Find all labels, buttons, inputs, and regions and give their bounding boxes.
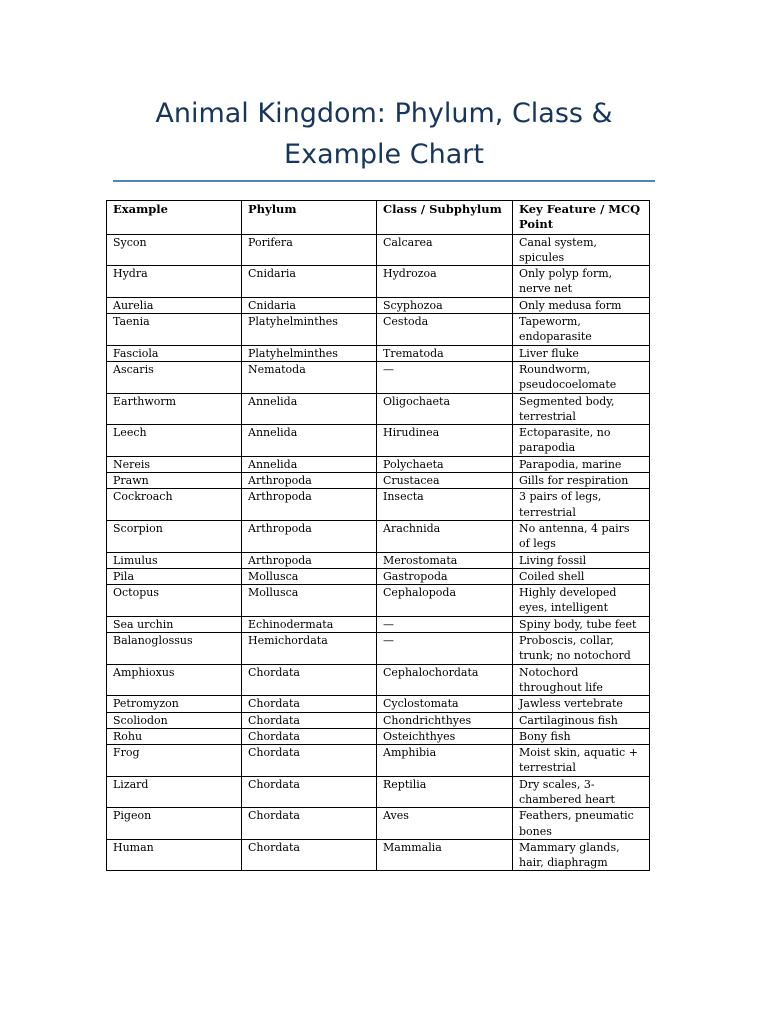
- cell-phylum: Cnidaria: [242, 297, 377, 313]
- table-row: [107, 425, 650, 457]
- cell-phylum: Cnidaria: [242, 266, 377, 298]
- cell-phylum: Chordata: [242, 839, 377, 871]
- cell-class: Amphibia: [377, 745, 513, 777]
- cell-example: Hydra: [107, 266, 242, 298]
- cell-phylum: Platyhelminthes: [242, 345, 377, 361]
- cell-class: Gastropoda: [377, 568, 513, 584]
- cell-class: Osteichthyes: [377, 728, 513, 744]
- cell-key-feature: Roundworm, pseudocoelomate: [513, 361, 650, 393]
- cell-example: Petromyzon: [107, 696, 242, 712]
- cell-example: Nereis: [107, 456, 242, 472]
- cell-class: Reptilia: [377, 776, 513, 808]
- table-row: [107, 234, 650, 266]
- cell-key-feature: Tapeworm, endoparasite: [513, 314, 650, 346]
- cell-example: Scorpion: [107, 520, 242, 552]
- cell-key-feature: Spiny body, tube feet: [513, 616, 650, 632]
- cell-phylum: Annelida: [242, 456, 377, 472]
- table-header: [107, 201, 650, 235]
- cell-example: Prawn: [107, 473, 242, 489]
- cell-class: Cephalochordata: [377, 664, 513, 696]
- cell-class: Mammalia: [377, 839, 513, 871]
- table-row: [107, 664, 650, 696]
- table-row: [107, 266, 650, 298]
- table-row: [107, 839, 650, 871]
- cell-phylum: Chordata: [242, 745, 377, 777]
- cell-class: Chondrichthyes: [377, 712, 513, 728]
- table-row: [107, 489, 650, 521]
- cell-example: Limulus: [107, 552, 242, 568]
- cell-phylum: Arthropoda: [242, 489, 377, 521]
- cell-example: Earthworm: [107, 393, 242, 425]
- table-row: [107, 808, 650, 840]
- cell-key-feature: Liver fluke: [513, 345, 650, 361]
- table-body: [107, 234, 650, 871]
- cell-phylum: Chordata: [242, 808, 377, 840]
- cell-example: Aurelia: [107, 297, 242, 313]
- cell-key-feature: Dry scales, 3-chambered heart: [513, 776, 650, 808]
- cell-example: Ascaris: [107, 361, 242, 393]
- cell-example: Leech: [107, 425, 242, 457]
- cell-class: —: [377, 616, 513, 632]
- cell-phylum: Chordata: [242, 712, 377, 728]
- cell-phylum: Nematoda: [242, 361, 377, 393]
- cell-class: Cyclostomata: [377, 696, 513, 712]
- cell-example: Rohu: [107, 728, 242, 744]
- header-row: [107, 201, 650, 235]
- cell-key-feature: Coiled shell: [513, 568, 650, 584]
- cell-example: Frog: [107, 745, 242, 777]
- table-row: [107, 473, 650, 489]
- cell-key-feature: Notochord throughout life: [513, 664, 650, 696]
- table-row: [107, 616, 650, 632]
- cell-key-feature: Only polyp form, nerve net: [513, 266, 650, 298]
- cell-class: Aves: [377, 808, 513, 840]
- cell-key-feature: Segmented body, terrestrial: [513, 393, 650, 425]
- cell-key-feature: Proboscis, collar, trunk; no notochord: [513, 633, 650, 665]
- cell-class: Cephalopoda: [377, 585, 513, 617]
- cell-phylum: Mollusca: [242, 568, 377, 584]
- cell-phylum: Arthropoda: [242, 552, 377, 568]
- cell-example: Taenia: [107, 314, 242, 346]
- cell-class: Insecta: [377, 489, 513, 521]
- table-row: [107, 361, 650, 393]
- cell-class: Scyphozoa: [377, 297, 513, 313]
- cell-class: Arachnida: [377, 520, 513, 552]
- cell-class: Hirudinea: [377, 425, 513, 457]
- cell-class: Calcarea: [377, 234, 513, 266]
- cell-example: Cockroach: [107, 489, 242, 521]
- cell-class: Crustacea: [377, 473, 513, 489]
- cell-key-feature: Gills for respiration: [513, 473, 650, 489]
- cell-key-feature: Canal system, spicules: [513, 234, 650, 266]
- cell-example: Octopus: [107, 585, 242, 617]
- cell-class: Merostomata: [377, 552, 513, 568]
- cell-class: Oligochaeta: [377, 393, 513, 425]
- table-row: [107, 633, 650, 665]
- cell-example: Pila: [107, 568, 242, 584]
- cell-phylum: Chordata: [242, 728, 377, 744]
- table-row: [107, 712, 650, 728]
- cell-class: Hydrozoa: [377, 266, 513, 298]
- cell-key-feature: 3 pairs of legs, terrestrial: [513, 489, 650, 521]
- header-phylum: Phylum: [242, 201, 377, 235]
- header-class: Class / Subphylum: [377, 201, 513, 235]
- cell-key-feature: Bony fish: [513, 728, 650, 744]
- cell-example: Pigeon: [107, 808, 242, 840]
- cell-key-feature: Highly developed eyes, intelligent: [513, 585, 650, 617]
- cell-class: —: [377, 361, 513, 393]
- title-underline: [113, 180, 655, 182]
- cell-phylum: Annelida: [242, 425, 377, 457]
- cell-key-feature: Moist skin, aquatic + terrestrial: [513, 745, 650, 777]
- table-row: [107, 696, 650, 712]
- table-row: [107, 456, 650, 472]
- cell-phylum: Hemichordata: [242, 633, 377, 665]
- table-row: [107, 520, 650, 552]
- cell-example: Amphioxus: [107, 664, 242, 696]
- cell-class: —: [377, 633, 513, 665]
- cell-key-feature: Cartilaginous fish: [513, 712, 650, 728]
- cell-phylum: Platyhelminthes: [242, 314, 377, 346]
- cell-phylum: Chordata: [242, 664, 377, 696]
- cell-key-feature: Feathers, pneumatic bones: [513, 808, 650, 840]
- cell-example: Scoliodon: [107, 712, 242, 728]
- cell-phylum: Annelida: [242, 393, 377, 425]
- cell-key-feature: Mammary glands, hair, diaphragm: [513, 839, 650, 871]
- header-example: Example: [107, 201, 242, 235]
- table-row: [107, 552, 650, 568]
- cell-class: Trematoda: [377, 345, 513, 361]
- page-title: Animal Kingdom: Phylum, Class & Example Chart: [155, 98, 613, 170]
- cell-key-feature: Parapodia, marine: [513, 456, 650, 472]
- table-row: [107, 728, 650, 744]
- cell-class: Cestoda: [377, 314, 513, 346]
- table-row: [107, 745, 650, 777]
- cell-example: Sycon: [107, 234, 242, 266]
- cell-phylum: Echinodermata: [242, 616, 377, 632]
- table-row: [107, 345, 650, 361]
- cell-phylum: Chordata: [242, 776, 377, 808]
- cell-phylum: Arthropoda: [242, 473, 377, 489]
- classification-table: [106, 200, 650, 871]
- cell-example: Human: [107, 839, 242, 871]
- cell-key-feature: Ectoparasite, no parapodia: [513, 425, 650, 457]
- cell-phylum: Porifera: [242, 234, 377, 266]
- cell-phylum: Mollusca: [242, 585, 377, 617]
- cell-class: Polychaeta: [377, 456, 513, 472]
- table-row: [107, 393, 650, 425]
- table-row: [107, 297, 650, 313]
- cell-example: Fasciola: [107, 345, 242, 361]
- cell-example: Balanoglossus: [107, 633, 242, 665]
- table-row: [107, 585, 650, 617]
- cell-phylum: Chordata: [242, 696, 377, 712]
- cell-key-feature: Living fossil: [513, 552, 650, 568]
- table-row: [107, 776, 650, 808]
- cell-example: Sea urchin: [107, 616, 242, 632]
- table-row: [107, 314, 650, 346]
- cell-example: Lizard: [107, 776, 242, 808]
- cell-phylum: Arthropoda: [242, 520, 377, 552]
- cell-key-feature: Jawless vertebrate: [513, 696, 650, 712]
- table-row: [107, 568, 650, 584]
- cell-key-feature: No antenna, 4 pairs of legs: [513, 520, 650, 552]
- cell-key-feature: Only medusa form: [513, 297, 650, 313]
- header-key-feature: Key Feature / MCQ Point: [513, 201, 650, 235]
